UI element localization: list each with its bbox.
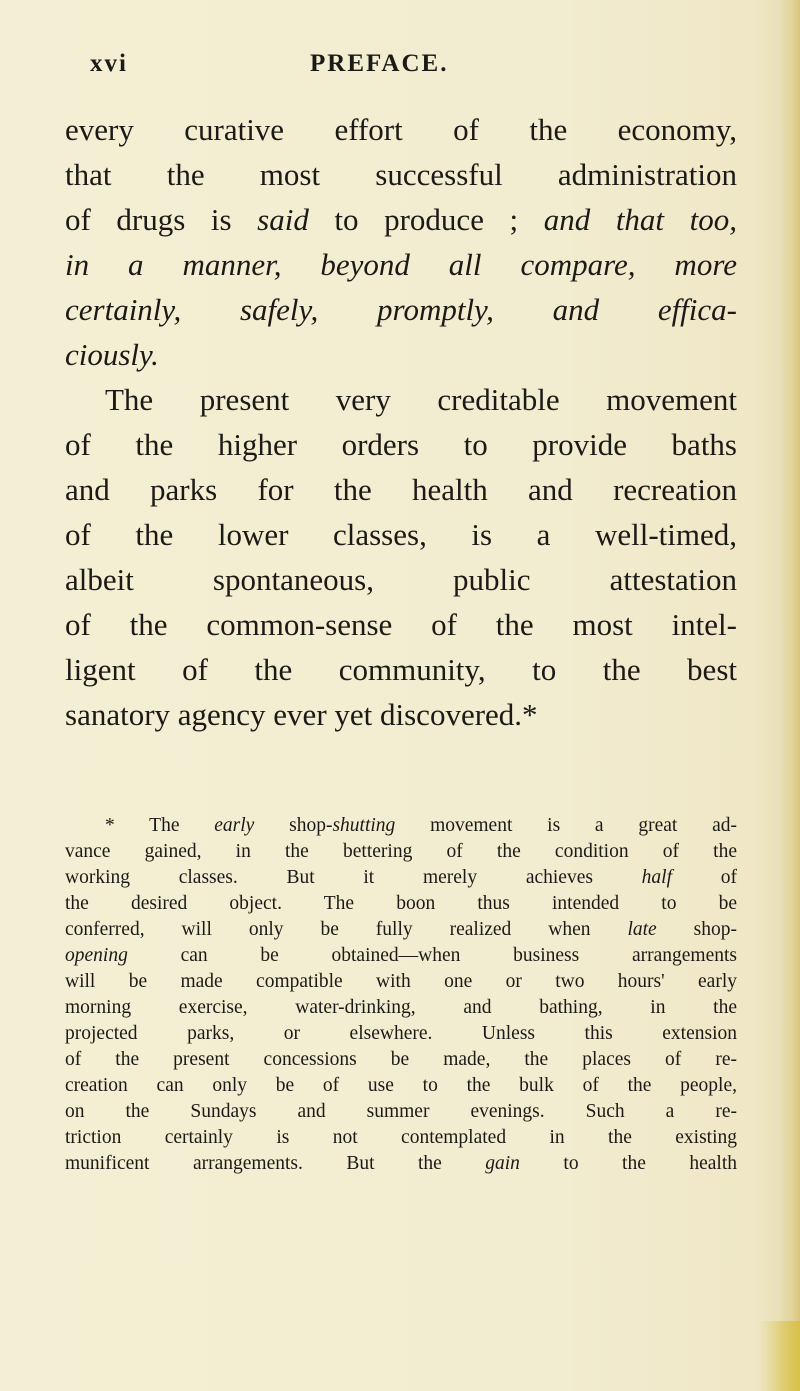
text-run: working classes. But it merely achieves bbox=[65, 867, 642, 888]
page-edge-shadow bbox=[778, 0, 800, 1391]
text-line bbox=[65, 107, 737, 152]
text-run: to produce ; bbox=[308, 202, 544, 237]
footnote-line bbox=[65, 995, 737, 1021]
text-run: vance gained, in the bettering of the condition of the bbox=[65, 841, 737, 862]
footnote-line bbox=[65, 1047, 737, 1073]
text-run: munificent arrangements. But the bbox=[65, 1153, 486, 1174]
text-run: The present very creditable movement bbox=[105, 382, 737, 417]
text-run: projected parks, or elsewhere. Unless this extension bbox=[65, 1023, 737, 1044]
italic-text: ciously. bbox=[65, 337, 159, 372]
footnote-line bbox=[65, 1021, 737, 1047]
text-run: creation can only be of use to the bulk of the people, bbox=[65, 1075, 737, 1096]
text-run: of bbox=[672, 867, 737, 888]
page-number: xvi bbox=[90, 50, 128, 77]
footnote-line bbox=[65, 891, 737, 917]
italic-text: shutting bbox=[332, 815, 396, 836]
text-run: every curative effort of the economy, bbox=[65, 112, 737, 147]
text-run: of drugs is bbox=[65, 202, 258, 237]
text-line bbox=[65, 512, 737, 557]
text-run: movement is a great ad- bbox=[395, 815, 737, 836]
text-run: will be made compatible with one or two hours' early bbox=[65, 971, 737, 992]
text-line bbox=[65, 467, 737, 512]
main-text bbox=[65, 107, 737, 737]
text-line bbox=[65, 422, 737, 467]
text-run: conferred, will only be fully realized when bbox=[65, 919, 628, 940]
text-run: of the higher orders to provide baths bbox=[65, 427, 737, 462]
footnote-line bbox=[65, 839, 737, 865]
text-run: morning exercise, water-drinking, and bathing, in the bbox=[65, 997, 737, 1018]
footnote-line bbox=[65, 1073, 737, 1099]
footnote-line bbox=[65, 1151, 737, 1177]
text-run: ligent of the community, to the best bbox=[65, 652, 737, 687]
footnote-line bbox=[65, 865, 737, 891]
text-line bbox=[65, 287, 737, 332]
text-run: of the common-sense of the most intel- bbox=[65, 607, 737, 642]
text-run: of the present concessions be made, the places of re- bbox=[65, 1049, 737, 1070]
text-run: and parks for the health and recreation bbox=[65, 472, 737, 507]
text-run: the desired object. The boon thus intended to be bbox=[65, 893, 737, 914]
text-run: can be obtained—when business arrangements bbox=[127, 945, 737, 966]
text-line bbox=[65, 692, 737, 737]
italic-text: said bbox=[257, 202, 309, 237]
text-run: to the health bbox=[519, 1153, 737, 1174]
italic-text: late bbox=[627, 919, 657, 940]
text-line bbox=[65, 647, 737, 692]
text-line bbox=[65, 377, 737, 422]
italic-text: gain bbox=[485, 1153, 520, 1174]
italic-text: early bbox=[214, 815, 255, 836]
text-run: of the lower classes, is a well-timed, bbox=[65, 517, 737, 552]
footnote-line bbox=[65, 813, 737, 839]
text-line bbox=[65, 602, 737, 647]
italic-text: in a manner, beyond all compare, more bbox=[65, 247, 737, 282]
text-run: that the most successful administration bbox=[65, 157, 737, 192]
footnote-line bbox=[65, 1099, 737, 1125]
footnote-line bbox=[65, 969, 737, 995]
text-run: albeit spontaneous, public attestation bbox=[65, 562, 737, 597]
footnote-line bbox=[65, 1125, 737, 1151]
text-run: shop- bbox=[254, 815, 333, 836]
text-run: triction certainly is not contemplated in the existing bbox=[65, 1127, 737, 1148]
text-line bbox=[65, 557, 737, 602]
footnote-line bbox=[65, 917, 737, 943]
italic-text: half bbox=[641, 867, 673, 888]
text-run: shop- bbox=[656, 919, 737, 940]
text-run: * The bbox=[105, 815, 215, 836]
running-title: PREFACE. bbox=[310, 50, 449, 77]
text-line bbox=[65, 242, 737, 287]
italic-text: certainly, safely, promptly, and effica- bbox=[65, 292, 737, 327]
page-corner-stain bbox=[760, 1321, 800, 1391]
footnote bbox=[65, 813, 737, 1177]
text-run: on the Sundays and summer evenings. Such a re- bbox=[65, 1101, 737, 1122]
italic-text: opening bbox=[65, 945, 128, 966]
text-line bbox=[65, 332, 737, 377]
footnote-line bbox=[65, 943, 737, 969]
text-line bbox=[65, 152, 737, 197]
text-run: sanatory agency ever yet discovered.* bbox=[65, 697, 538, 732]
text-line bbox=[65, 197, 737, 242]
italic-text: and that too, bbox=[543, 202, 737, 237]
